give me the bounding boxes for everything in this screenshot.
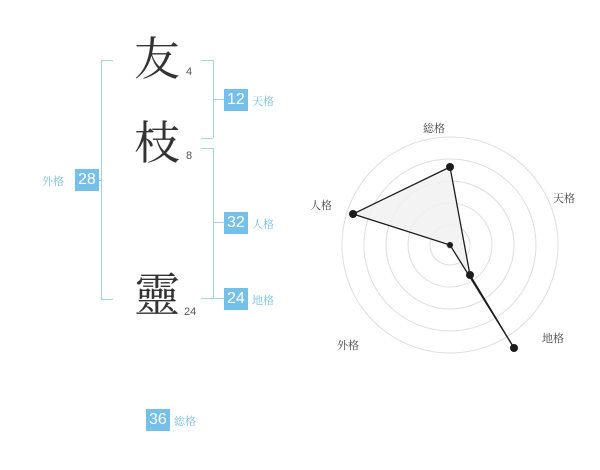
soukaku-label: 総格 [174, 415, 196, 428]
stroke-count-3: 24 [184, 306, 197, 318]
name-character-1: 友 [134, 32, 180, 86]
tenkaku-value-badge: 12 [224, 89, 248, 111]
tenkaku-label: 天格 [252, 95, 274, 108]
radar-axis-label-tenkaku: 天格 [553, 192, 575, 205]
soukaku-value-badge: 36 [146, 409, 170, 431]
jinkaku-bracket-bottom [201, 298, 213, 299]
radar-point-gaikaku [447, 242, 453, 248]
chikaku-value-badge: 24 [224, 288, 248, 310]
stroke-count-2: 8 [186, 150, 193, 162]
radar-point-tenkaku [466, 271, 474, 279]
radar-point-soukaku [446, 163, 454, 171]
name-character-3: 靈 [134, 268, 180, 322]
jinkaku-bracket-vertical [213, 148, 214, 298]
jinkaku-bracket-tick [213, 222, 224, 223]
jinkaku-bracket-top [201, 148, 213, 149]
tenkaku-bracket-tick [213, 99, 224, 100]
chikaku-bracket-tick [213, 298, 224, 299]
name-character-2: 枝 [134, 116, 180, 170]
stroke-count-1: 4 [186, 66, 193, 78]
radar-point-jinkaku [349, 210, 357, 218]
tenkaku-bracket-bottom [201, 138, 213, 139]
gaikaku-label: 外格 [42, 175, 64, 188]
chikaku-label: 地格 [252, 294, 274, 307]
tenkaku-bracket-top [201, 60, 213, 61]
radar-axis-label-chikaku: 地格 [542, 332, 564, 345]
gaikaku-value-badge: 28 [75, 169, 99, 191]
gaikaku-bracket-vertical [101, 60, 102, 299]
jinkaku-label: 人格 [252, 218, 274, 231]
gaikaku-bracket-bottom [101, 299, 113, 300]
radar-axis-label-soukaku: 総格 [423, 122, 445, 135]
radar-point-chikaku [510, 344, 518, 352]
jinkaku-value-badge: 32 [224, 212, 248, 234]
gaikaku-bracket-top [101, 60, 113, 61]
radar-axis-label-gaikaku: 外格 [337, 339, 359, 352]
radar-axis-label-jinkaku: 人格 [310, 199, 332, 212]
radar-chart-panel [300, 0, 600, 470]
